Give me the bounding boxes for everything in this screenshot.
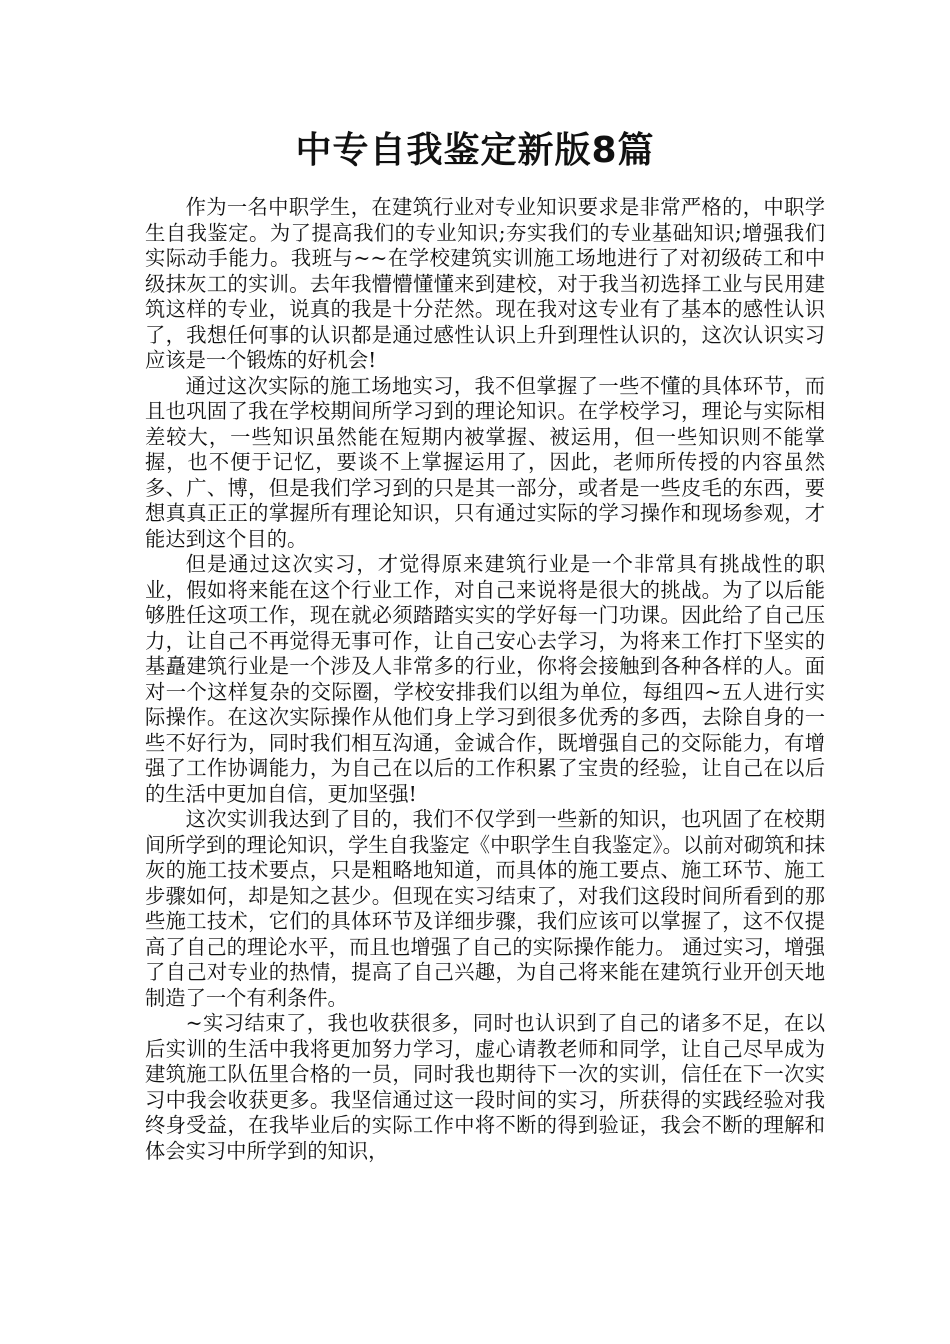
document-title: 中专自我鉴定新版8篇 [295,130,655,171]
paragraph-3: 但是通过这次实习，才觉得原来建筑行业是一个非常具有挑战性的职业，假如将来能在这个行业工作，对自己来说将是很大的挑战。为了以后能够胜任这项工作，现在就必须踏踏实实的学好每一门功课。因此给了自己压力，让自己不再觉得无事可作，让自己安心去学习，为将来工作打下坚实的基矗建筑行业是一个涉及人非常多的行业，你将会接触到各种各样的人。面对一个这样复杂的交际圈，学校安排我们以组为单位，每组四~五人进行实际操作。在这次实际操作从他们身上学习到很多优秀的多西，去除自身的一些不好行为，同时我们相互沟通，金诚合作，既增强自己的交际能力，有增强了工作协调能力，为自己在以后的工作积累了宝贵的经验，让自己在以后的生活中更加自信，更加坚强! [145,552,825,806]
paragraph-5: ~实习结束了，我也收获很多，同时也认识到了自己的诸多不足，在以后实训的生活中我将更加努力学习，虚心请教老师和同学，让自己尽早成为建筑施工队伍里合格的一员，同时我也期待下一次的实训，信任在下一次实习中我会收获更多。我坚信通过这一段时间的实习，所获得的实践经验对我终身受益，在我毕业后的实际工作中将不断的得到验证，我会不断的理解和体会实习中所学到的知识， [145,1011,825,1163]
paragraph-2: 通过这次实际的施工场地实习，我不但掌握了一些不懂的具体环节，而且也巩固了我在学校期间所学习到的理论知识。在学校学习，理论与实际相差较大，一些知识虽然能在短期内被掌握、被运用，但一些知识则不能掌握，也不便于记忆，要谈不上掌握运用了，因此，老师所传授的内容虽然多、广、博，但是我们学习到的只是其一部分，或者是一些皮毛的东西，要想真真正正的掌握所有理论知识，只有通过实际的学习操作和现场参观，才能达到这个目的。 [145,373,825,551]
paragraph-1: 作为一名中职学生，在建筑行业对专业知识要求是非常严格的，中职学生自我鉴定。为了提高我们的专业知识;夯实我们的专业基础知识;增强我们实际动手能力。我班与~~在学校建筑实训施工场地进行了对初级砖工和中级抹灰工的实训。去年我懵懵懂懂来到建校，对于我当初选择工业与民用建筑这样的专业，说真的我是十分茫然。现在我对这专业有了基本的感性认识了，我想任何事的认识都是通过感性认识上升到理性认识的，这次认识实习应该是一个锻炼的好机会! [145,195,825,372]
document-body [145,195,825,1164]
paragraph-4: 这次实训我达到了目的，我们不仅学到一些新的知识，也巩固了在校期间所学到的理论知识，学生自我鉴定《中职学生自我鉴定》。以前对砌筑和抹灰的施工技术要点，只是粗略地知道，而具体的施工要点、施工环节、施工步骤如何，却是知之甚少。但现在实习结束了，对我们这段时间所看到的那些施工技术，它们的具体环节及详细步骤，我们应该可以掌握了，这不仅提高了自己的理论水平，而且也增强了自己的实际操作能力。 通过实习，增强了自己对专业的热情，提高了自己兴趣，为自己将来能在建筑行业开创天地制造了一个有利条件。 [145,807,825,1010]
